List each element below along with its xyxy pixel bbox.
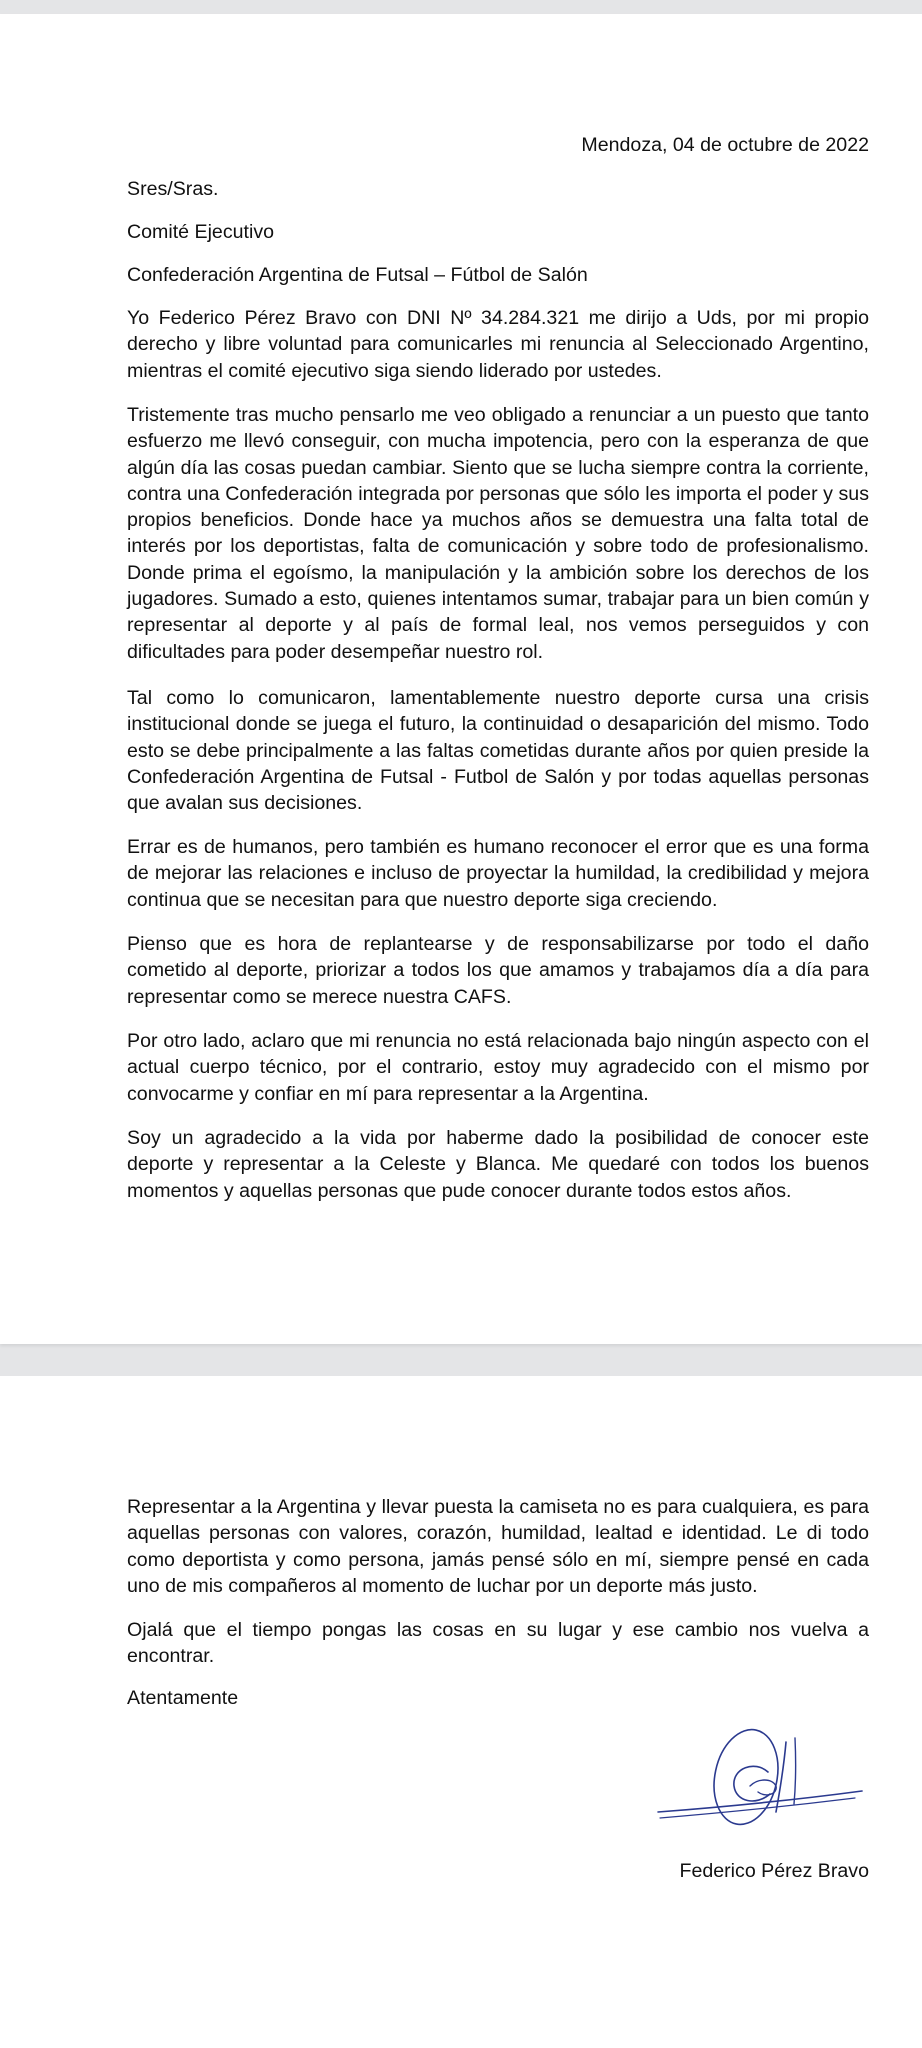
paragraph-reasons: Tristemente tras mucho pensarlo me veo obligado a renunciar a un puesto que tanto esfuerzo me llevó conseguir, con mucha impotencia, pero con la esperanza de que algún día las cosas puedan cambiar. Siento que se lucha siempre contra la corriente, contra una Confederación integrada por personas que sólo les importa el poder y sus propios beneficios. Donde hace ya muchos años se demuestra una falta total de interés por los deportistas, falta de comunicación y sobre todo de profesionalismo. Donde prima el egoísmo, la manipulación y la ambición sobre los derechos de los jugadores. Sumado a esto, quienes intentamos sumar, trabajar para un bien común y representar al deporte y al país de formal leal, nos vemos perseguidos y con dificultades para poder desempeñar nuestro rol. bbox=[127, 404, 869, 663]
signer-name: Federico Pérez Bravo bbox=[679, 1860, 869, 1882]
handwritten-signature bbox=[650, 1720, 870, 1835]
paragraph-resignation: Yo Federico Pérez Bravo con DNI Nº 34.284.321 me dirijo a Uds, por mi propio derecho y libre voluntad para comunicarles mi renuncia al Seleccionado Argentino, mientras el comité ejecutivo siga siendo liderado por ustedes. bbox=[127, 307, 869, 382]
paragraph-crisis: Tal como lo comunicaron, lamentablemente nuestro deporte cursa una crisis institucional donde se juega el futuro, la continuidad o desaparición del mismo. Todo esto se debe principalmente a las faltas cometidas durante años por quien preside la Confederación Argentina de Futsal - Futbol de Salón y por todas aquellas personas que avalan sus decisiones. bbox=[127, 687, 869, 815]
place-date: Mendoza, 04 de octubre de 2022 bbox=[581, 134, 869, 156]
recipient-confederation: Confederación Argentina de Futsal – Fútbol de Salón bbox=[127, 264, 588, 286]
closing: Atentamente bbox=[127, 1687, 239, 1709]
paragraph-coaching-staff: Por otro lado, aclaro que mi renuncia no está relacionada bajo ningún aspecto con el actual cuerpo técnico, por el contrario, estoy muy agradecido con el mismo por convocarme y confiar en mí para representar a la Argentina. bbox=[127, 1030, 869, 1105]
paragraph-representing: Representar a la Argentina y llevar puesta la camiseta no es para cualquiera, es para aquellas personas con valores, corazón, humildad, lealtad e identidad. Le di todo como deportista y como persona, jamás pensé sólo en mí, siempre pensé en cada uno de mis compañeros al momento de luchar por un deporte más justo. bbox=[127, 1496, 869, 1597]
paragraph-error: Errar es de humanos, pero también es humano reconocer el error que es una forma de mejorar las relaciones e incluso de proyectar la humildad, la credibilidad y mejora continua que se necesitan para que nuestro deporte siga creciendo. bbox=[127, 836, 869, 911]
paragraph-gratitude: Soy un agradecido a la vida por haberme dado la posibilidad de conocer este deporte y representar a la Celeste y Blanca. Me quedaré con todos los buenos momentos y aquellas personas que pude conocer durante todos estos años. bbox=[127, 1127, 869, 1202]
salutation: Sres/Sras. bbox=[127, 178, 219, 200]
paragraph-responsibility: Pienso que es hora de replantearse y de responsabilizarse por todo el daño cometido al deporte, priorizar a todos los que amamos y trabajamos día a día para representar como se merece nuestra CAFS. bbox=[127, 933, 869, 1008]
letter-page-1 bbox=[0, 14, 922, 1344]
letter-page-2 bbox=[0, 1376, 922, 2048]
paragraph-hope: Ojalá que el tiempo pongas las cosas en su lugar y ese cambio nos vuelva a encontrar. bbox=[127, 1619, 869, 1668]
recipient-committee: Comité Ejecutivo bbox=[127, 221, 275, 243]
